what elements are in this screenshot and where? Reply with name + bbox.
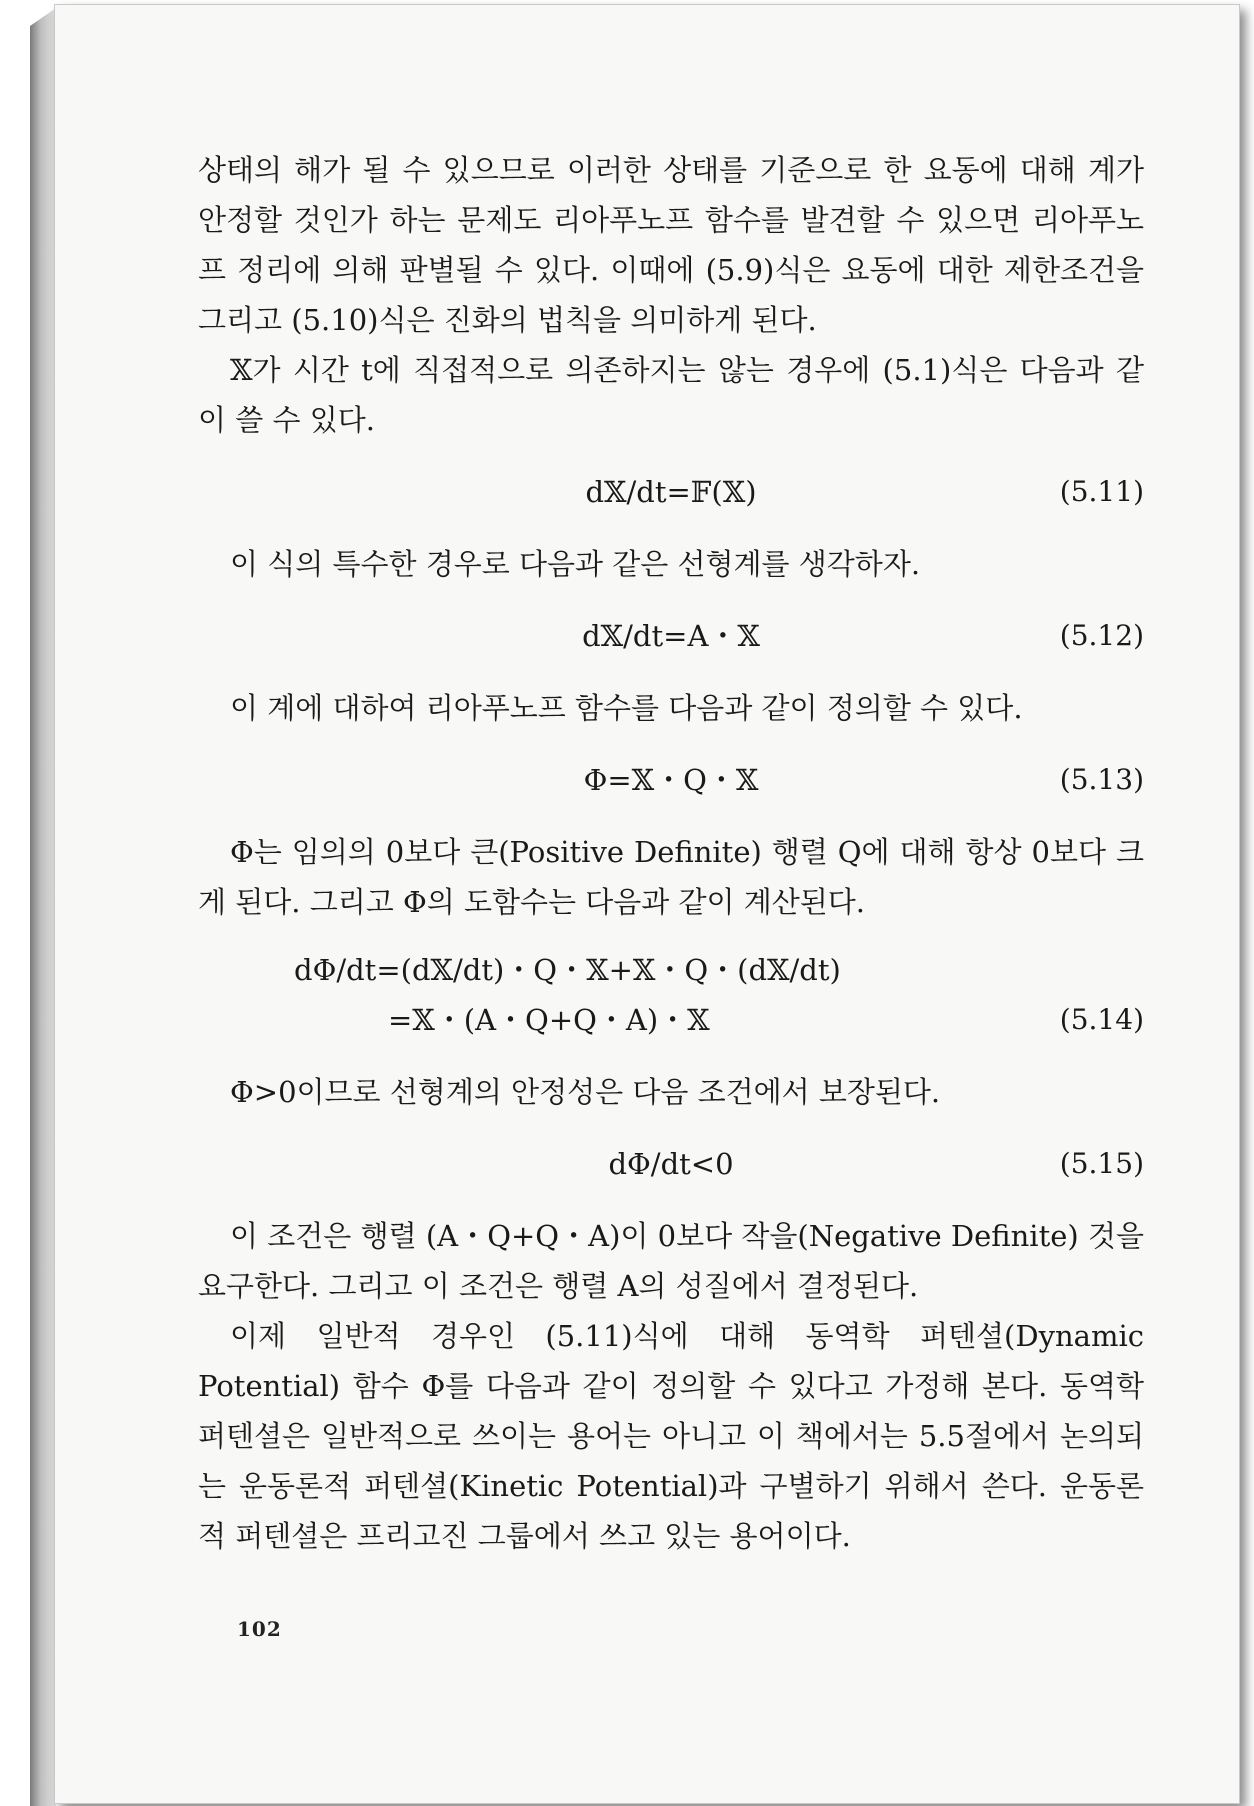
- page-number: 102: [237, 1617, 282, 1641]
- equation-expression: d𝕏/dt=A・𝕏: [582, 619, 760, 653]
- page-body: [198, 145, 1144, 1561]
- paragraph: 𝕏가 시간 t에 직접적으로 의존하지는 않는 경우에 (5.1)식은 다음과 같이 쓸 수 있다.: [198, 353, 1144, 437]
- paragraph: 이제 일반적 경우인 (5.11)식에 대해 동역학 퍼텐셜(Dynamic Potential) 함수 Φ를 다음과 같이 정의할 수 있다고 가정해 본다. 동역학 퍼텐셜은 일반적으로 쓰이는 용어는 아니고 이 책에서는 5.5절에서 논의되는 운동론적 퍼텐셜(Kinetic Potential)과 구별하기 위해서 쓴다. 운동론적 퍼텐셜은 프리고진 그룹에서 쓰고 있는 용어이다.: [198, 1319, 1144, 1553]
- equation-5-14-line1: [198, 945, 1144, 995]
- equation-number: (5.15): [1059, 1147, 1144, 1180]
- equation-expression: d𝕏/dt=𝔽(𝕏): [585, 475, 757, 509]
- equation-number: (5.13): [1059, 763, 1144, 796]
- paragraph: Φ>0이므로 선형계의 안정성은 다음 조건에서 보장된다.: [230, 1075, 941, 1109]
- equation-5-13: [198, 755, 1144, 805]
- equation-expression: dΦ/dt=(d𝕏/dt)・Q・𝕏+𝕏・Q・(d𝕏/dt): [294, 953, 841, 987]
- paragraph: 이 조건은 행렬 (A・Q+Q・A)이 0보다 작을(Negative Definite) 것을 요구한다. 그리고 이 조건은 행렬 A의 성질에서 결정된다.: [198, 1219, 1144, 1303]
- equation-5-11: [198, 467, 1144, 517]
- equation-expression: =𝕏・(A・Q+Q・A)・𝕏: [388, 1003, 710, 1037]
- paragraph: 이 식의 특수한 경우로 다음과 같은 선형계를 생각하자.: [230, 547, 921, 581]
- book-page: [54, 4, 1240, 1804]
- paragraph: 상태의 해가 될 수 있으므로 이러한 상태를 기준으로 한 요동에 대해 계가 안정할 것인가 하는 문제도 리아푸노프 함수를 발견할 수 있으면 리아푸노프 정리에 의해 판별될 수 있다. 이때에 (5.9)식은 요동에 대한 제한조건을 그리고 (5.10)식은 진화의 법칙을 의미하게 된다.: [198, 153, 1144, 337]
- equation-5-12: [198, 611, 1144, 661]
- equation-number: (5.11): [1059, 475, 1144, 508]
- equation-5-14-line2: [198, 995, 1144, 1045]
- equation-expression: dΦ/dt<0: [608, 1147, 734, 1181]
- equation-expression: Φ=𝕏・Q・𝕏: [583, 763, 759, 797]
- paragraph: Φ는 임의의 0보다 큰(Positive Definite) 행렬 Q에 대해 항상 0보다 크게 된다. 그리고 Φ의 도함수는 다음과 같이 계산된다.: [198, 835, 1144, 919]
- equation-5-15: [198, 1139, 1144, 1189]
- paragraph: 이 계에 대하여 리아푸노프 함수를 다음과 같이 정의할 수 있다.: [230, 691, 1023, 725]
- equation-number: (5.12): [1059, 619, 1144, 652]
- equation-number: (5.14): [1059, 1003, 1144, 1036]
- book-spine: [30, 8, 56, 1806]
